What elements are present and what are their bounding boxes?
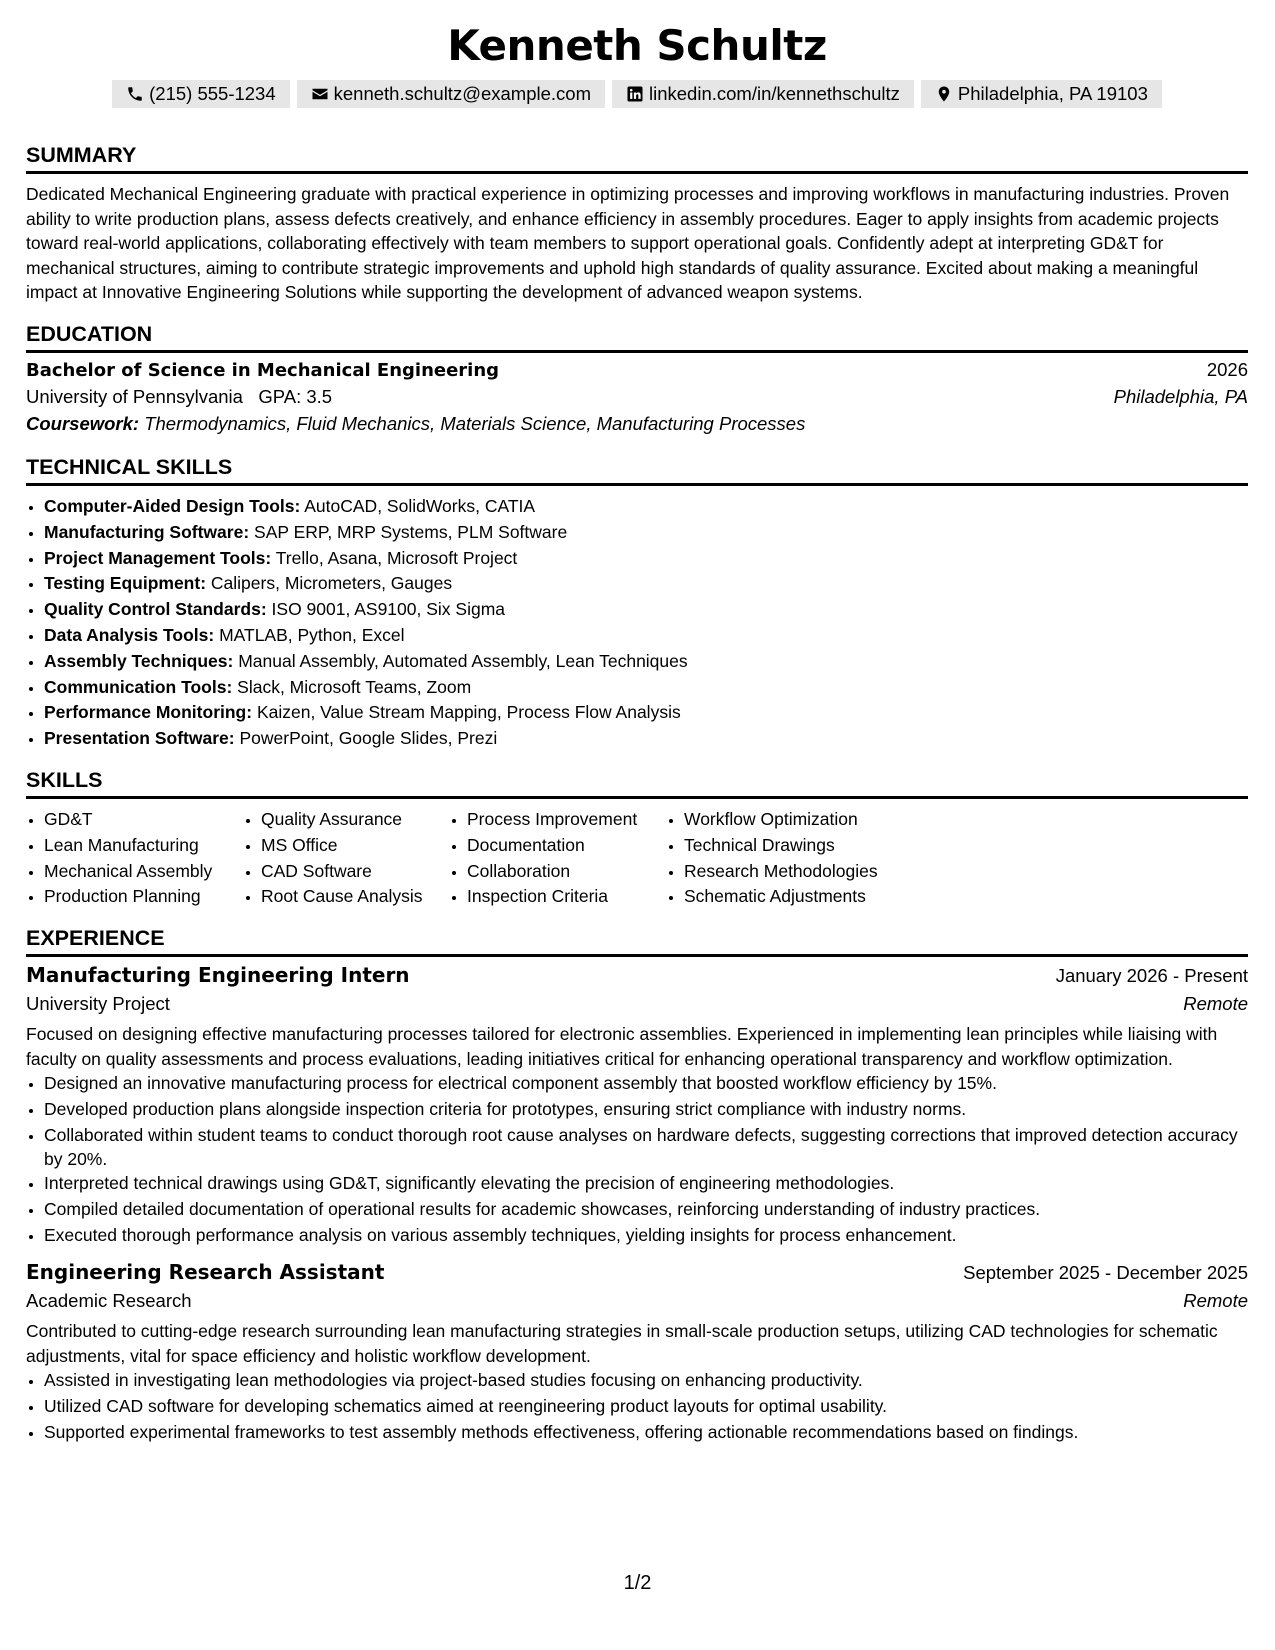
job-organization: Academic Research	[26, 1290, 192, 1312]
skill-values: Kaizen, Value Stream Mapping, Process Flow Analysis	[256, 702, 681, 723]
technical-skills-list	[26, 494, 1248, 752]
list-item	[44, 649, 1248, 675]
degree-title: Bachelor of Science in Mechanical Engineering	[26, 359, 500, 381]
job-title: Engineering Research Assistant	[26, 1260, 385, 1285]
job-org-row	[26, 1290, 1248, 1312]
list-item: • Designed an innovative manufacturing process for electrical component assembly that boosted workflow efficiency by 15%.	[44, 1071, 1248, 1097]
skills-section	[26, 766, 1248, 910]
list-item	[44, 675, 1248, 701]
graduation-year: 2026	[1206, 358, 1248, 380]
list-item: • Collaboration	[467, 859, 666, 885]
skill-category: Performance Monitoring:	[44, 702, 253, 723]
list-item: • Collaborated within student teams to conduct thorough root cause analyses on hardware defects, suggesting corrections that improved detection accuracy by 20%.	[44, 1123, 1248, 1171]
job-header-row	[26, 1260, 1248, 1284]
skill-category: Computer-Aided Design Tools:	[44, 495, 301, 516]
skill-values: ISO 9001, AS9100, Six Sigma	[271, 599, 506, 620]
skill-values: AutoCAD, SolidWorks, CATIA	[304, 495, 536, 516]
technical-skills-heading: TECHNICAL SKILLS	[26, 454, 233, 479]
section-divider	[26, 954, 1248, 957]
list-item: • Documentation	[467, 833, 666, 859]
skill-category: Data Analysis Tools:	[44, 624, 215, 645]
job-summary: Contributed to cutting-edge research surrounding lean manufacturing strategies in small-scale production setups, utilizing CAD technologies for schematic adjustments, vital for space efficiency and holistic workflow development.	[26, 1321, 1218, 1366]
list-item: • Quality Assurance	[261, 807, 449, 833]
skill-category: Presentation Software:	[44, 728, 235, 749]
resume-page	[26, 20, 1248, 1446]
technical-skills-section	[26, 453, 1248, 752]
list-item: • Utilized CAD software for developing schematics aimed at reengineering product layouts for optimal usability.	[44, 1394, 1248, 1420]
list-item: • Assisted in investigating lean methodologies via project-based studies focusing on enhancing productivity.	[44, 1368, 1248, 1394]
list-item	[44, 726, 1248, 752]
skill-values: Slack, Microsoft Teams, Zoom	[237, 676, 472, 697]
list-item	[44, 700, 1248, 726]
list-item: • Production Planning	[44, 884, 243, 910]
section-divider	[26, 796, 1248, 799]
page-number: 1/2	[623, 1572, 652, 1594]
summary-section	[26, 141, 1248, 305]
experience-heading: EXPERIENCE	[26, 926, 165, 951]
job-bullets	[26, 1071, 1248, 1248]
linkedin-text: linkedin.com/in/kennethschultz	[649, 83, 900, 104]
job-dates: September 2025 - December 2025	[963, 1262, 1248, 1284]
skill-category: Quality Control Standards:	[44, 599, 267, 620]
job-dates: January 2026 - Present	[1055, 965, 1248, 987]
skills-column	[449, 807, 666, 910]
school-location: Philadelphia, PA	[1113, 385, 1248, 407]
job-entry	[26, 1260, 1248, 1446]
skills-heading: SKILLS	[26, 767, 103, 792]
skill-category: Communication Tools:	[44, 676, 233, 697]
linkedin-icon	[626, 85, 644, 103]
section-divider	[26, 171, 1248, 174]
candidate-name: Kenneth Schultz	[447, 21, 827, 70]
job-header-row	[26, 963, 1248, 987]
coursework-list: Thermodynamics, Fluid Mechanics, Materials Science, Manufacturing Processes	[144, 412, 806, 434]
coursework-label: Coursework:	[26, 412, 140, 434]
email-text: kenneth.schultz@example.com	[333, 83, 591, 104]
list-item: • Interpreted technical drawings using GD&T, significantly elevating the precision of engineering methodologies.	[44, 1171, 1248, 1197]
envelope-icon	[311, 85, 329, 103]
skill-values: Manual Assembly, Automated Assembly, Lean Techniques	[238, 650, 688, 671]
summary-text: Dedicated Mechanical Engineering graduate with practical experience in optimizing processes and improving workflows in manufacturing industries. Proven ability to write production plans, assess defects creatively, and enhance efficiency in assembly procedures. Eager to apply insights from academic projects toward real-world applications, collaborating effectively with team members to support operational goals. Confidently adept at interpreting GD&T for mechanical structures, aiming to contribute strategic improvements and uphold high standards of quality assurance. Excited about making a meaningful impact at Innovative Engineering Solutions while supporting the development of advanced weapon systems.	[26, 184, 1230, 303]
skill-category: Manufacturing Software:	[44, 521, 250, 542]
degree-row	[26, 359, 1248, 381]
list-item: • Lean Manufacturing	[44, 833, 243, 859]
list-item: • Research Methodologies	[684, 859, 886, 885]
list-item: • Process Improvement	[467, 807, 666, 833]
list-item	[44, 520, 1248, 546]
job-entry	[26, 963, 1248, 1248]
skills-grid	[26, 807, 1248, 910]
list-item: • CAD Software	[261, 859, 449, 885]
list-item: • Schematic Adjustments	[684, 884, 886, 910]
list-item	[44, 494, 1248, 520]
gpa: GPA: 3.5	[258, 385, 333, 407]
skill-category: Assembly Techniques:	[44, 650, 234, 671]
list-item	[44, 546, 1248, 572]
education-section	[26, 320, 1248, 435]
phone-icon	[126, 85, 144, 103]
job-bullets	[26, 1368, 1248, 1445]
section-divider	[26, 483, 1248, 486]
school-info	[26, 386, 332, 408]
list-item: • MS Office	[261, 833, 449, 859]
summary-heading: SUMMARY	[26, 143, 137, 167]
school-row	[26, 386, 1248, 408]
skill-values: Trello, Asana, Microsoft Project	[275, 547, 518, 568]
linkedin-chip[interactable]	[612, 80, 914, 108]
map-pin-icon	[935, 85, 953, 103]
job-title: Manufacturing Engineering Intern	[26, 963, 410, 988]
list-item	[44, 571, 1248, 597]
list-item: • Inspection Criteria	[467, 884, 666, 910]
skill-category: Project Management Tools:	[44, 547, 272, 568]
skill-values: Calipers, Micrometers, Gauges	[210, 573, 453, 594]
education-heading: EDUCATION	[26, 321, 153, 346]
skill-category: Testing Equipment:	[44, 573, 207, 594]
list-item	[44, 623, 1248, 649]
experience-section	[26, 924, 1248, 1446]
contact-bar	[26, 80, 1248, 108]
email-chip[interactable]	[297, 80, 605, 108]
list-item: • Workflow Optimization	[684, 807, 886, 833]
list-item: • Technical Drawings	[684, 833, 886, 859]
school-name: University of Pennsylvania	[26, 385, 243, 407]
list-item: • Supported experimental frameworks to test assembly methods effectiveness, offering actionable recommendations based on findings.	[44, 1420, 1248, 1446]
job-location: Remote	[1183, 993, 1248, 1015]
skill-values: PowerPoint, Google Slides, Prezi	[239, 728, 498, 749]
location-text: Philadelphia, PA 19103	[957, 83, 1148, 104]
section-divider	[26, 350, 1248, 353]
skills-column	[26, 807, 243, 910]
list-item: • GD&T	[44, 807, 243, 833]
list-item: • Compiled detailed documentation of operational results for academic showcases, reinforcing understanding of industry practices.	[44, 1197, 1248, 1223]
list-item: • Root Cause Analysis	[261, 884, 449, 910]
phone-text: (215) 555-1234	[149, 83, 276, 104]
list-item: • Executed thorough performance analysis on various assembly techniques, yielding insights for process enhancement.	[44, 1223, 1248, 1249]
list-item	[44, 597, 1248, 623]
coursework-line	[26, 413, 1248, 435]
phone-chip[interactable]	[112, 80, 290, 108]
skills-column	[666, 807, 886, 910]
job-organization: University Project	[26, 993, 170, 1015]
skill-values: SAP ERP, MRP Systems, PLM Software	[254, 521, 568, 542]
job-org-row	[26, 993, 1248, 1015]
job-summary: Focused on designing effective manufacturing processes tailored for electronic assemblies. Experienced in implementing lean principles while liaising with faculty on quality assessments and process evaluations, leading initiatives critical for enhancing operational transparency and workflow optimization.	[26, 1024, 1218, 1069]
list-item: • Mechanical Assembly	[44, 859, 243, 885]
skills-column	[243, 807, 449, 910]
skill-values: MATLAB, Python, Excel	[219, 624, 405, 645]
location-chip	[921, 80, 1162, 108]
list-item: • Developed production plans alongside inspection criteria for prototypes, ensuring strict compliance with industry norms.	[44, 1097, 1248, 1123]
job-location: Remote	[1183, 1290, 1248, 1312]
